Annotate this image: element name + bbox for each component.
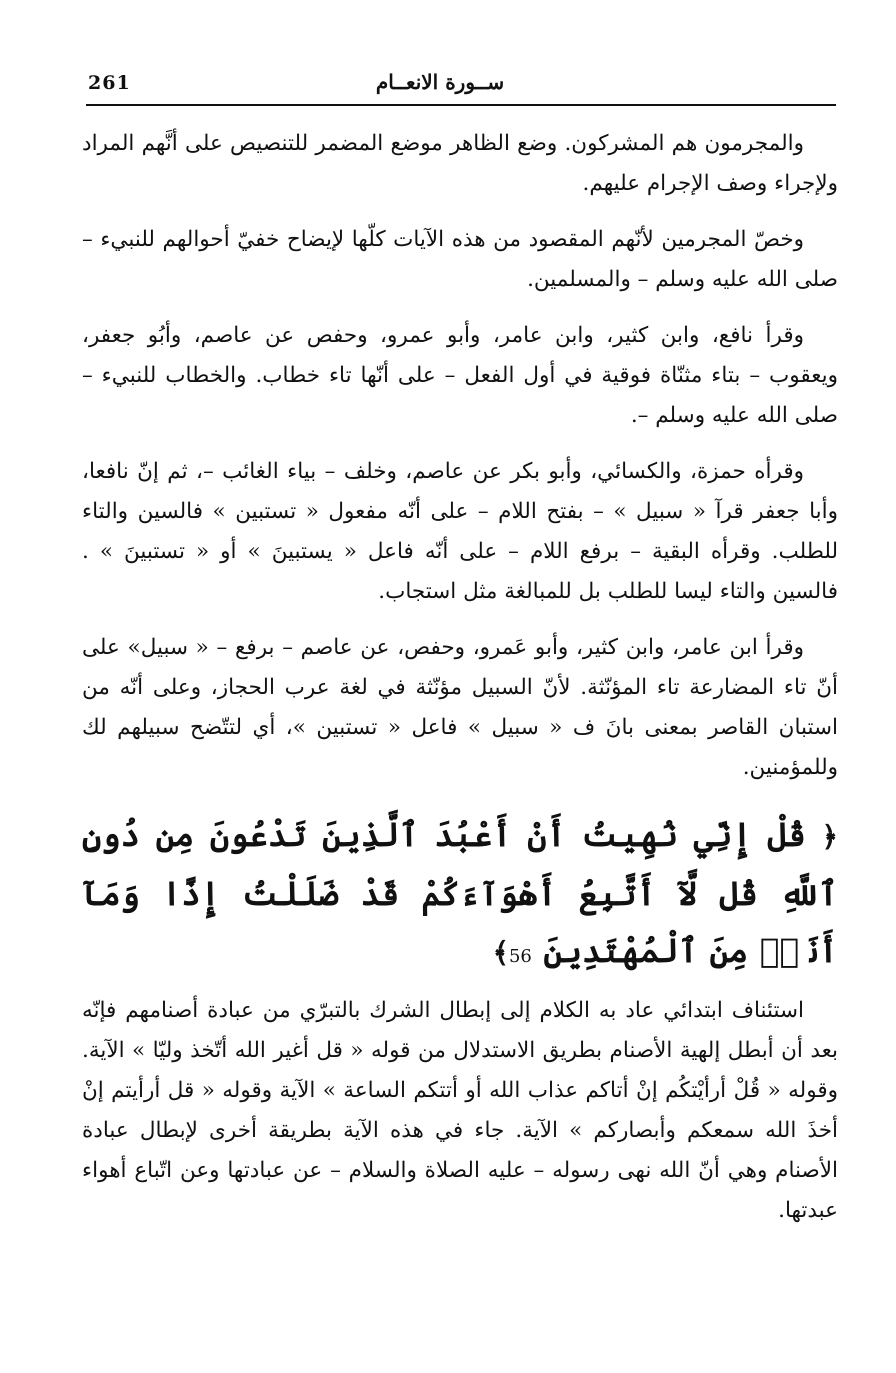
verse-text: قُلْ إِنِّي نُهِيتُ أَنْ أَعْبُدَ ٱلَّذِينَ تَدْعُونَ مِن دُونِ ٱللَّهِ قُل لَّآ أَتَّبِعُ أَهْوَآءَكُمْ قَدْ ضَلَلْتُ إِذًا وَمَآ أَنَا۠ مِنَ ٱلْمُهْتَدِينَ <box>82 815 838 970</box>
commentary-paragraph: استئناف ابتدائي عاد به الكلام إلى إبطال الشرك بالتبرّي من عبادة أصنامهم فإنّه بعد أن أبطل إلهية الأصنام بطريق الاستدلال من قوله « قل أغير الله أتّخذ وليّا » الآية. وقوله « قُلْ أرأيْتكُم إنْ أتاكم عذاب الله أو أتتكم الساعة » الآية وقوله « قل أرأيتم إنْ أخذَ الله سمعكم وأبصاركم » الآية. جاء في هذه الآية بطريقة أخرى لإبطال عبادة الأصنام وهي أنّ الله نهى رسوله – عليه الصلاة والسلام – عن عبادتها وعن اتّباع أهواء عبدتها. <box>82 998 838 1223</box>
paragraph-1: والمجرمون هم المشركون. وضع الظاهر موضع المضمر للتنصيص على أنَّهم المراد ولإجراء وصف الإجرام عليهم. <box>82 131 838 196</box>
page-body <box>82 124 838 1247</box>
paragraph-3: وقرأ نافع، وابن كثير، وابن عامر، وأبو عمرو، وحفص عن عاصم، وأبُو جعفر، ويعقوب – بتاء مثنّاة فوقية في أول الفعل – على أنّها تاء خطاب. والخطاب للنبيء – صلى الله عليه وسلم –. <box>82 323 838 428</box>
verse-close-bracket: ﴾ <box>492 936 509 969</box>
paragraph-4: وقرأه حمزة، والكسائي، وأبو بكر عن عاصم، وخلف – بياء الغائب –، ثم إنّ نافعا، وأبا جعفر قرآ « سبيل » – بفتح اللام – على أنّه مفعول « تستبين » فالسين والتاء للطلب. وقرأه البقية – برفع اللام – على أنّه فاعل « يستبينَ » أو « تستبينَ » . فالسين والتاء ليسا للطلب بل للمبالغة مثل استجاب. <box>82 459 838 604</box>
paragraph-5: وقرأ ابن عامر، وابن كثير، وأبو عَمرو، وحفص، عن عاصم – برفع – « سبيل» على أنّ تاء المضارعة تاء المؤنّثة. لأنّ السبيل مؤنّثة في لغة عرب الحجاز، وعلى أنّه من استبان القاصر بمعنى بانَ ف « سبيل » فاعل « تستبين »، أي لتتّضح سبيلهم لك وللمؤمنين. <box>82 635 838 780</box>
running-title: ســورة الانعــام <box>375 70 505 94</box>
quran-verse <box>82 806 838 985</box>
header-rule <box>86 104 836 106</box>
page-number: 261 <box>88 72 131 94</box>
paragraph-2: وخصّ المجرمين لأنّهم المقصود من هذه الآيات كلّها لإيضاح خفيّ أحوالهم للنبيء – صلى الله عليه وسلم – والمسلمين. <box>82 227 838 292</box>
verse-number: 56 <box>508 946 532 967</box>
verse-open-bracket: ﴿ <box>821 820 838 853</box>
